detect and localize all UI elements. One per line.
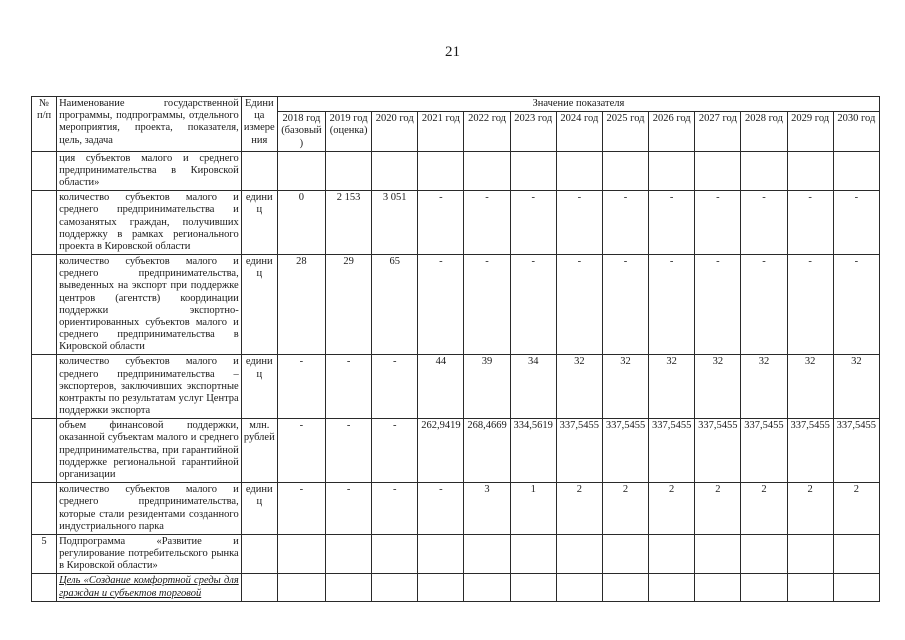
row-number: 5 xyxy=(32,534,57,574)
header-values-group: Значение показателя xyxy=(277,97,879,112)
indicator-value xyxy=(787,151,833,191)
indicator-value: - xyxy=(741,255,787,355)
indicator-value: - xyxy=(602,255,648,355)
indicator-value: 268,4669 xyxy=(464,419,510,483)
indicator-value xyxy=(277,151,325,191)
indicator-value xyxy=(602,534,648,574)
indicator-value xyxy=(418,151,464,191)
indicator-value: - xyxy=(326,483,372,535)
table-row xyxy=(32,483,880,535)
indicator-value: - xyxy=(464,191,510,255)
row-number xyxy=(32,255,57,355)
indicator-value xyxy=(326,534,372,574)
indicator-unit: единиц xyxy=(241,191,277,255)
indicator-value: - xyxy=(833,191,879,255)
table-row xyxy=(32,534,880,574)
indicator-value: - xyxy=(372,355,418,419)
indicator-value xyxy=(741,151,787,191)
indicator-value xyxy=(277,574,325,601)
indicator-value xyxy=(372,151,418,191)
header-year: 2024 год xyxy=(556,112,602,152)
indicator-value xyxy=(372,574,418,601)
table-row xyxy=(32,419,880,483)
indicator-value: 0 xyxy=(277,191,325,255)
indicator-value: - xyxy=(418,191,464,255)
indicator-name: количество субъектов малого и среднего предпринимательства, которые стали резидентами созданного индустриального парка xyxy=(57,483,242,535)
indicator-value: 32 xyxy=(741,355,787,419)
indicator-value: - xyxy=(510,255,556,355)
indicator-value xyxy=(833,151,879,191)
indicator-unit: единиц xyxy=(241,255,277,355)
indicator-value xyxy=(787,534,833,574)
indicator-unit xyxy=(241,151,277,191)
indicator-value xyxy=(510,574,556,601)
header-year: 2030 год xyxy=(833,112,879,152)
row-number xyxy=(32,483,57,535)
indicator-value: 2 xyxy=(649,483,695,535)
table-row xyxy=(32,151,880,191)
indicator-value: - xyxy=(695,255,741,355)
header-year: 2021 год xyxy=(418,112,464,152)
indicator-value xyxy=(787,574,833,601)
indicator-value: 34 xyxy=(510,355,556,419)
indicator-value xyxy=(277,534,325,574)
indicator-value xyxy=(464,534,510,574)
indicator-value: 32 xyxy=(602,355,648,419)
indicator-unit: единиц xyxy=(241,483,277,535)
row-number xyxy=(32,191,57,255)
table-row xyxy=(32,191,880,255)
indicator-value: 1 xyxy=(510,483,556,535)
indicator-value: - xyxy=(372,483,418,535)
indicator-value: - xyxy=(277,483,325,535)
page-number: 21 xyxy=(445,44,460,60)
indicator-name: количество субъектов малого и среднего предпринимательства – экспортеров, заключивших экспортные контракты по результатам услуг Центра поддержки экспорта xyxy=(57,355,242,419)
indicator-value xyxy=(556,574,602,601)
indicator-value: 337,5455 xyxy=(787,419,833,483)
indicator-value: - xyxy=(695,191,741,255)
indicator-value: - xyxy=(741,191,787,255)
indicator-value xyxy=(510,534,556,574)
indicator-value: 262,9419 xyxy=(418,419,464,483)
indicator-unit: единиц xyxy=(241,355,277,419)
indicator-name: Подпрограмма «Развитие и регулирование потребительского рынка в Кировской области» xyxy=(57,534,242,574)
indicator-value xyxy=(602,151,648,191)
indicator-value xyxy=(464,574,510,601)
indicator-value xyxy=(418,534,464,574)
indicator-value: 337,5455 xyxy=(602,419,648,483)
indicator-value xyxy=(510,151,556,191)
indicator-value: - xyxy=(787,191,833,255)
indicator-value: - xyxy=(277,419,325,483)
indicator-value: - xyxy=(418,255,464,355)
indicator-value: 39 xyxy=(464,355,510,419)
indicator-value xyxy=(326,574,372,601)
header-year: 2025 год xyxy=(602,112,648,152)
indicator-value: - xyxy=(649,255,695,355)
row-number xyxy=(32,151,57,191)
indicator-value xyxy=(649,151,695,191)
indicator-value: 32 xyxy=(833,355,879,419)
header-year: 2026 год xyxy=(649,112,695,152)
row-number xyxy=(32,574,57,601)
table-header xyxy=(32,97,880,152)
table-row xyxy=(32,255,880,355)
indicator-value: 2 xyxy=(833,483,879,535)
indicator-value xyxy=(556,151,602,191)
indicator-value: - xyxy=(277,355,325,419)
indicator-value: 32 xyxy=(695,355,741,419)
indicator-value: 334,5619 xyxy=(510,419,556,483)
indicator-value xyxy=(695,151,741,191)
indicator-name: количество субъектов малого и среднего предпринимательства и самозанятых граждан, получивших поддержку в рамках регионального проекта в Кировской области xyxy=(57,191,242,255)
indicator-value: 2 xyxy=(787,483,833,535)
indicator-value: 337,5455 xyxy=(649,419,695,483)
indicator-value: 44 xyxy=(418,355,464,419)
indicator-value xyxy=(372,534,418,574)
header-num: № п/п xyxy=(32,97,57,152)
header-unit: Единица измерения xyxy=(241,97,277,152)
indicator-value: 337,5455 xyxy=(833,419,879,483)
indicator-value xyxy=(741,534,787,574)
indicator-value: 32 xyxy=(556,355,602,419)
header-year: 2028 год xyxy=(741,112,787,152)
indicator-value xyxy=(741,574,787,601)
indicator-value: - xyxy=(556,255,602,355)
table-row xyxy=(32,574,880,601)
indicator-value: 337,5455 xyxy=(741,419,787,483)
indicator-value: - xyxy=(510,191,556,255)
indicator-value xyxy=(418,574,464,601)
indicator-value: 2 xyxy=(741,483,787,535)
indicator-value: 3 xyxy=(464,483,510,535)
header-name: Наименование государственной программы, подпрограммы, отдельного мероприятия, проекта, показателя, цель, задача xyxy=(57,97,242,152)
indicator-value xyxy=(833,534,879,574)
indicator-value: 2 xyxy=(602,483,648,535)
indicator-name: объем финансовой поддержки, оказанной субъектам малого и среднего предпринимательства, при гарантийной поддержке региональной гарантийной организации xyxy=(57,419,242,483)
indicator-value: 2 153 xyxy=(326,191,372,255)
indicator-value: 337,5455 xyxy=(695,419,741,483)
indicator-value: - xyxy=(833,255,879,355)
indicator-name: Цель «Создание комфортной среды для граждан и субъектов торговой xyxy=(57,574,242,601)
indicator-value: - xyxy=(556,191,602,255)
header-year: 2023 год xyxy=(510,112,556,152)
indicator-value xyxy=(695,534,741,574)
row-number xyxy=(32,419,57,483)
indicator-value: - xyxy=(602,191,648,255)
indicator-value xyxy=(602,574,648,601)
indicator-value xyxy=(833,574,879,601)
indicator-name: ция субъектов малого и среднего предпринимательства в Кировской области» xyxy=(57,151,242,191)
indicator-value: - xyxy=(787,255,833,355)
indicator-unit xyxy=(241,574,277,601)
indicator-value: - xyxy=(326,419,372,483)
indicator-unit xyxy=(241,534,277,574)
indicator-value: 3 051 xyxy=(372,191,418,255)
indicator-value xyxy=(695,574,741,601)
indicator-value: 28 xyxy=(277,255,325,355)
indicator-value: - xyxy=(418,483,464,535)
indicator-value: 2 xyxy=(556,483,602,535)
header-year: 2029 год xyxy=(787,112,833,152)
indicator-value: 32 xyxy=(787,355,833,419)
indicators-table xyxy=(31,96,880,602)
indicator-value: 32 xyxy=(649,355,695,419)
header-year: 2018 год (базовый) xyxy=(277,112,325,152)
indicator-value: 65 xyxy=(372,255,418,355)
indicator-value: - xyxy=(372,419,418,483)
indicator-value: 337,5455 xyxy=(556,419,602,483)
indicator-value: 29 xyxy=(326,255,372,355)
indicator-value: - xyxy=(464,255,510,355)
indicator-name: количество субъектов малого и среднего предпринимательства, выведенных на экспорт при поддержке центров (агентств) координации поддержки экспортно-ориентированных субъектов малого и среднего предпринимательства в Кировской области xyxy=(57,255,242,355)
header-year: 2020 год xyxy=(372,112,418,152)
indicator-value xyxy=(649,534,695,574)
indicator-value: 2 xyxy=(695,483,741,535)
table-row xyxy=(32,355,880,419)
table-body xyxy=(32,151,880,601)
indicator-value: - xyxy=(326,355,372,419)
header-year: 2027 год xyxy=(695,112,741,152)
indicator-value xyxy=(464,151,510,191)
header-year: 2022 год xyxy=(464,112,510,152)
indicator-value xyxy=(326,151,372,191)
indicator-value: - xyxy=(649,191,695,255)
row-number xyxy=(32,355,57,419)
indicator-value xyxy=(649,574,695,601)
indicator-unit: млн. рублей xyxy=(241,419,277,483)
header-year: 2019 год (оценка) xyxy=(326,112,372,152)
indicator-value xyxy=(556,534,602,574)
